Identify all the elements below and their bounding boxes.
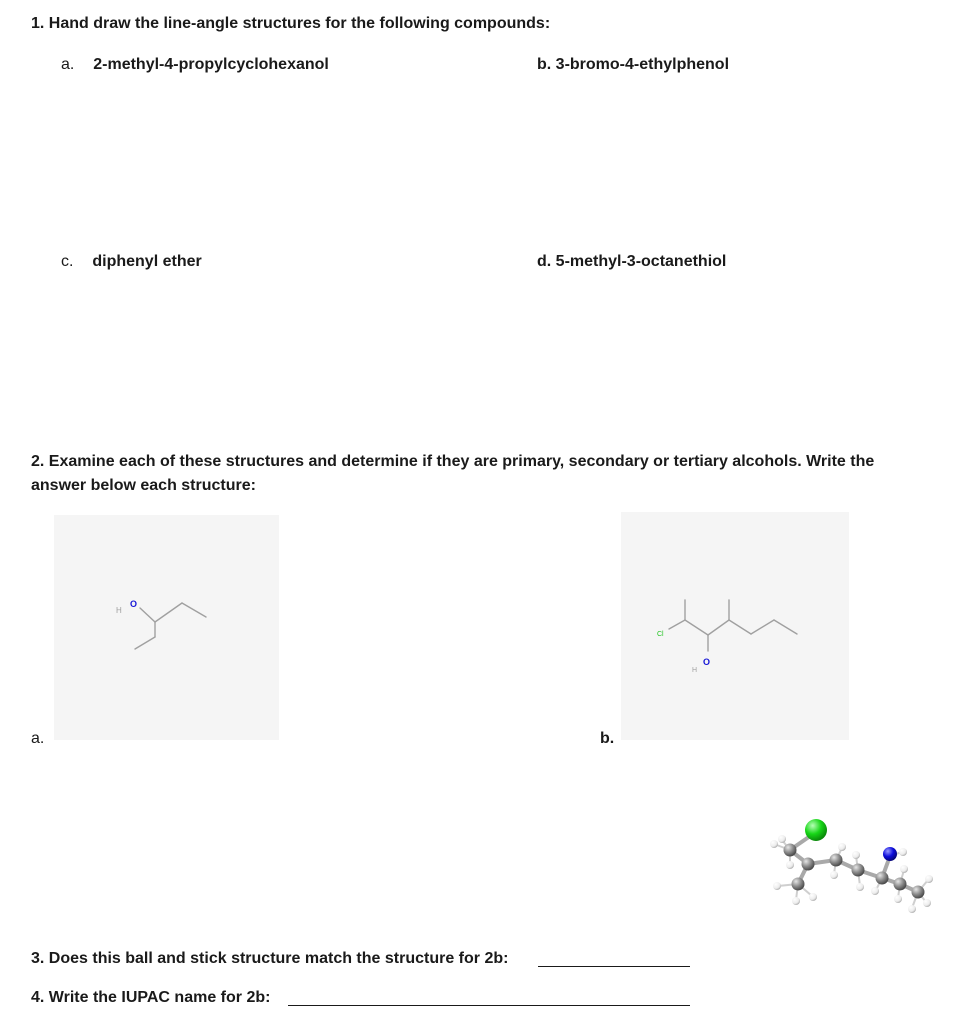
2b-bond-c4-c5: [751, 620, 774, 634]
q1-item-c: [61, 252, 202, 272]
structure-2b-letter: b.: [600, 730, 615, 747]
q1-item-c-name: diphenyl ether: [92, 253, 202, 270]
model-chlorine-atom: [805, 819, 827, 841]
structure-2a-panel: [54, 515, 279, 740]
q1-item-b-letter: b.: [537, 56, 552, 73]
q1-item-b: [537, 55, 729, 75]
model-oxygen-atom: [883, 847, 897, 861]
2a-bond-o-c1: [140, 608, 155, 622]
structure-2a-diagram: [54, 515, 279, 740]
q1-item-a: [61, 55, 329, 75]
2b-bond-c3-c4: [729, 620, 751, 634]
2b-bond-cl-c1: [669, 620, 685, 629]
structure-2a-letter: a.: [31, 730, 45, 747]
question-2-heading: 2. Examine each of these structures and determine if they are primary, secondary or tertiary alcohols. Write the answer below each structure:: [31, 453, 875, 494]
question-1-heading: 1. Hand draw the line-angle structures for the following compounds:: [31, 15, 551, 32]
2b-hydrogen-label: H: [692, 667, 698, 674]
2a-hydrogen-label: H: [116, 606, 122, 615]
ball-and-stick-diagram: [760, 812, 935, 922]
question-4-text: 4. Write the IUPAC name for 2b:: [31, 989, 271, 1006]
q1-item-b-name: 3-bromo-4-ethylphenol: [555, 56, 730, 73]
2b-bond-c5-c6: [774, 620, 797, 634]
2b-bond-c2-c3: [708, 620, 729, 635]
q1-item-d-name: 5-methyl-3-octanethiol: [555, 253, 727, 270]
2a-bond-c1-c2: [155, 603, 182, 622]
q1-item-d: [537, 252, 726, 272]
2a-bond-c4-c5: [135, 637, 155, 649]
2b-bond-c1-c2: [685, 620, 708, 635]
2b-oxygen-label: O: [703, 657, 711, 667]
question-3-answer-line[interactable]: [538, 966, 690, 967]
q1-item-d-letter: d.: [537, 253, 552, 270]
ball-and-stick-model: [760, 812, 935, 922]
q1-item-c-letter: c.: [61, 253, 74, 270]
2a-bond-c2-c3: [182, 603, 206, 617]
q1-item-a-name: 2-methyl-4-propylcyclohexanol: [93, 56, 329, 73]
question-4-answer-line[interactable]: [288, 1005, 690, 1006]
2a-oxygen-label: O: [130, 599, 138, 609]
question-3-text: 3. Does this ball and stick structure match the structure for 2b:: [31, 950, 509, 967]
structure-2b-panel: [621, 512, 849, 740]
2b-chlorine-label: Cl: [657, 631, 664, 638]
structure-2b-diagram: [621, 512, 849, 740]
q1-item-a-letter: a.: [61, 56, 75, 73]
